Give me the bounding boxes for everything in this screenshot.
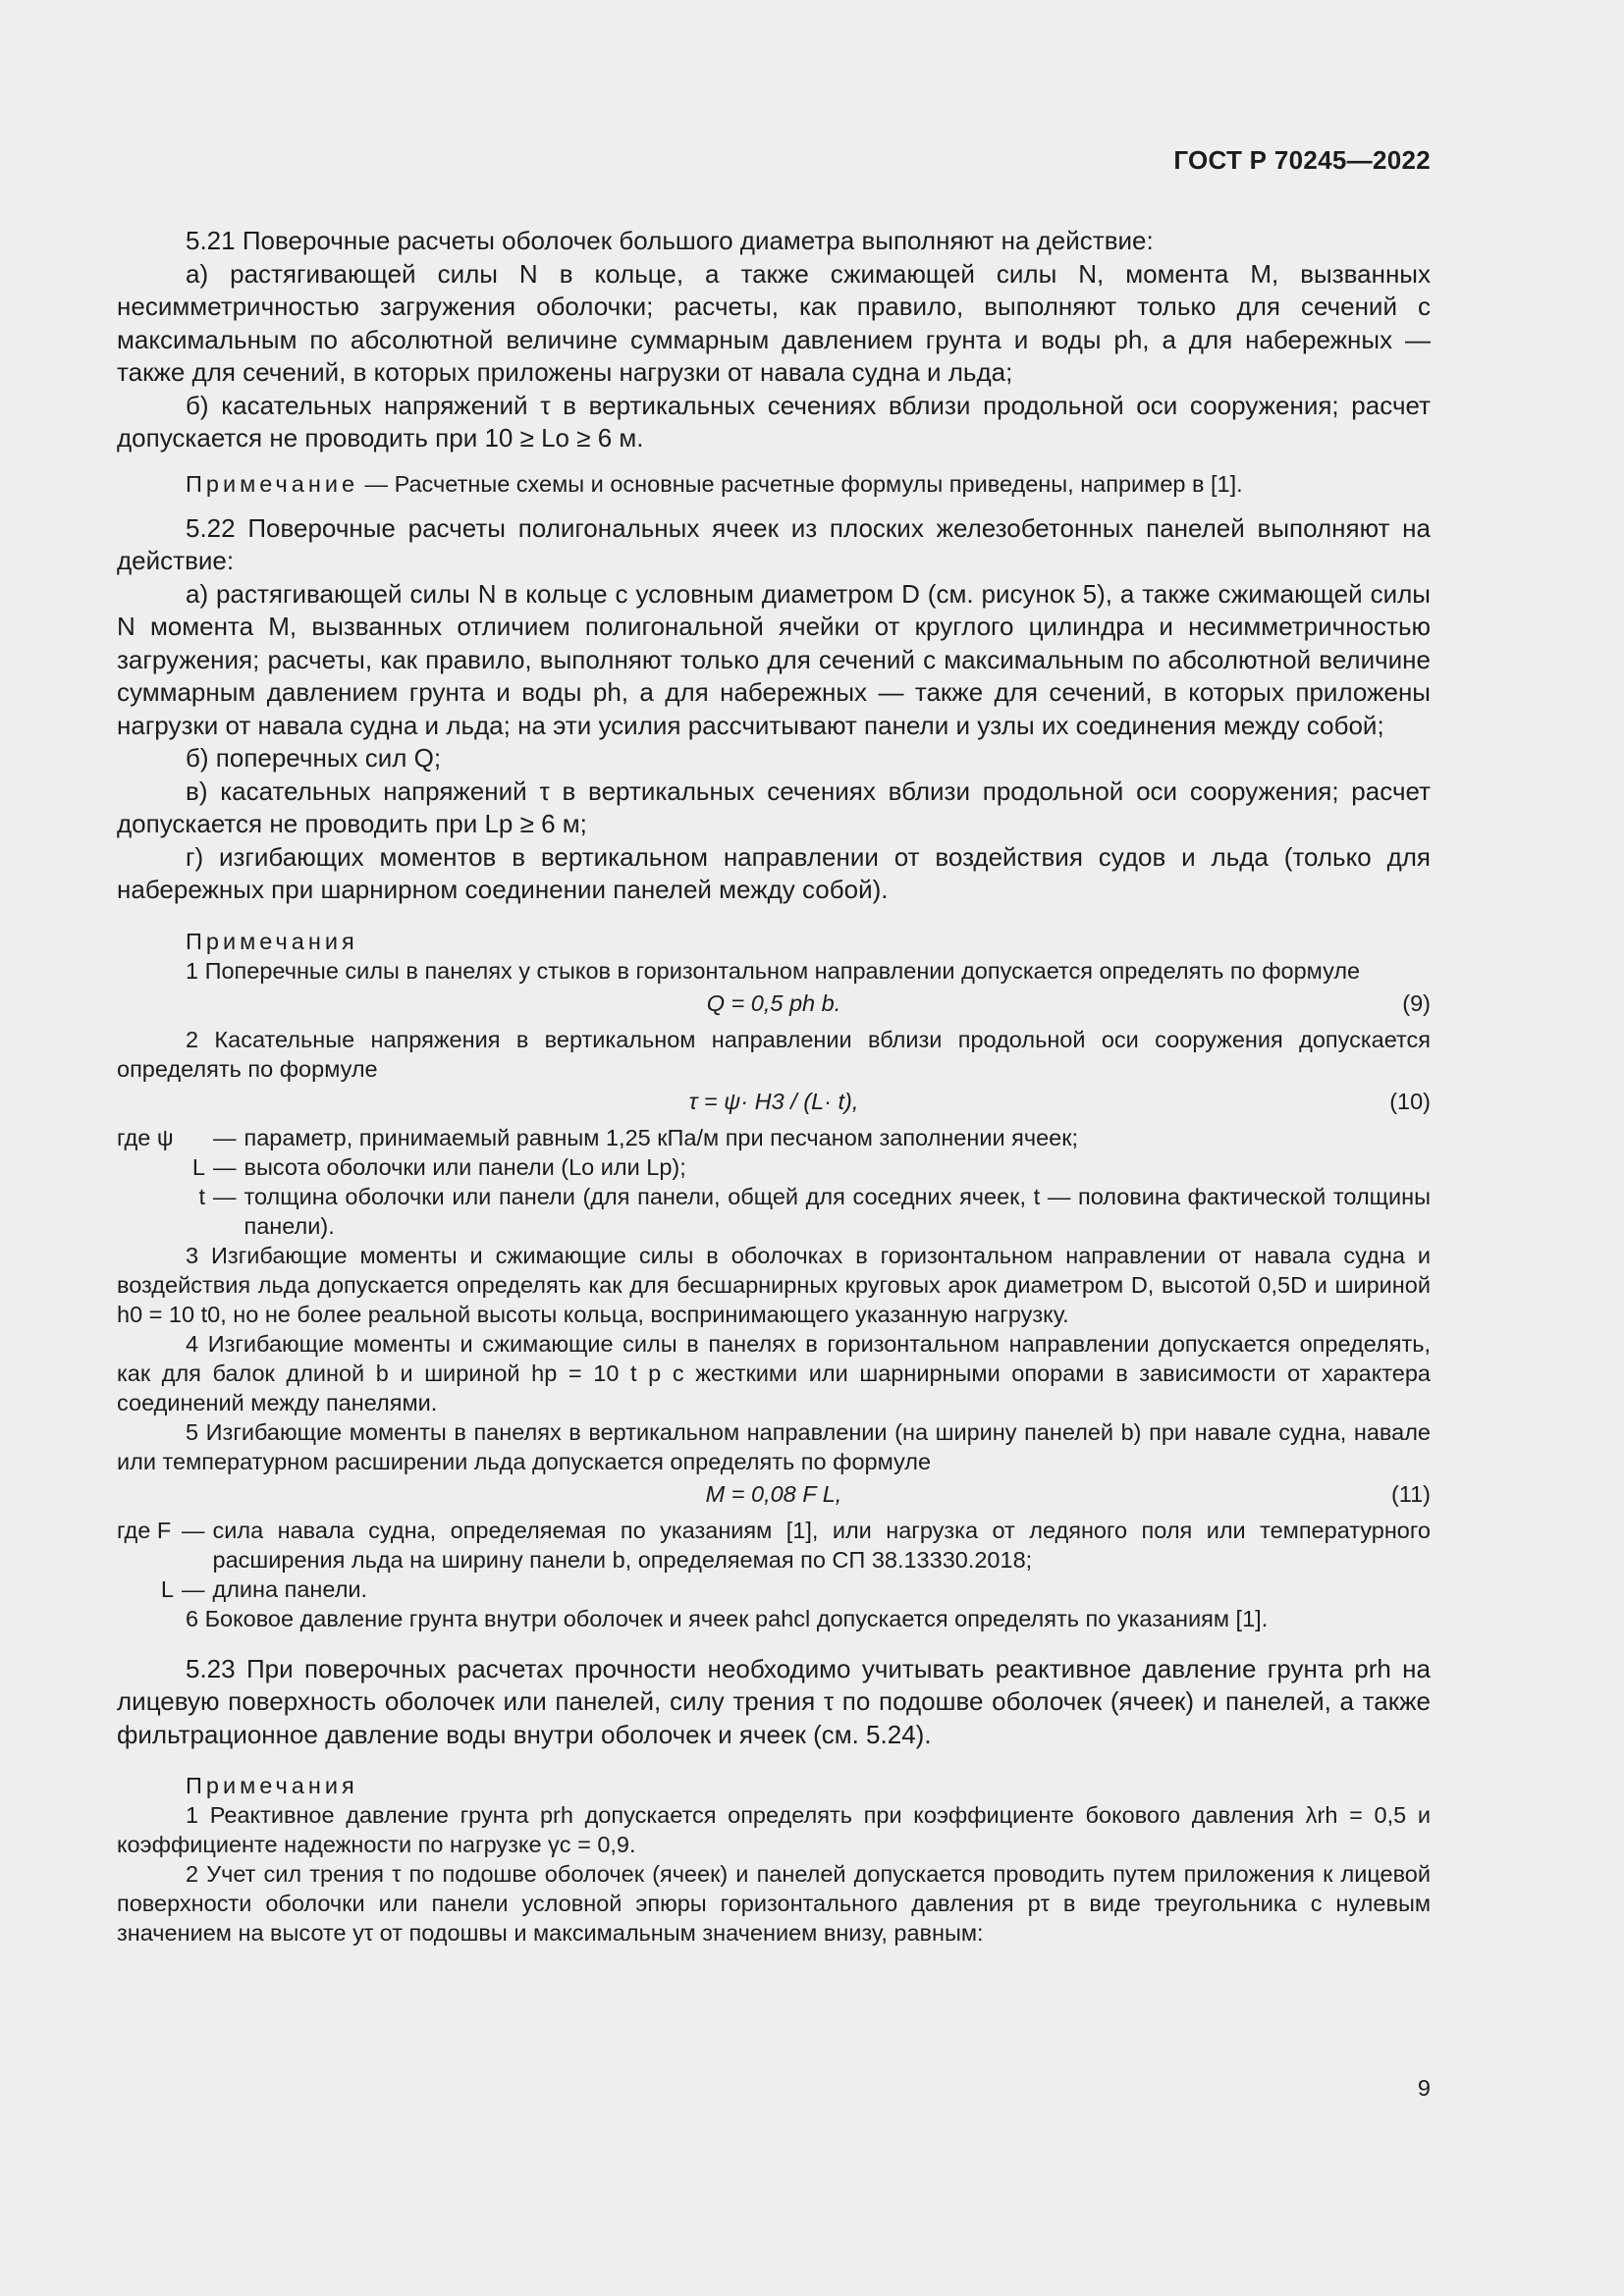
definition-dash: — bbox=[182, 1575, 205, 1602]
section-5-23-note-2: 2 Учет сил трения τ по подошве оболочек (ячеек) и панелей допускается проводить путем приложения к лицевой поверхности оболочки или панели условной эпюры горизонтального давления pτ в виде треугольника с нулевым значением на высоте yτ от подошвы и максимальным значением внизу, равным: bbox=[117, 1861, 1431, 1946]
section-5-21-item-a: а) растягивающей силы N в кольце, а также сжимающей силы N, момента M, вызванных несимметричностью загружения оболочки; расчеты, как правило, выполняют только для сечений с максимальным по абсолютной величине суммарным давлением грунта и воды ph, а для набережных — также для сечений, в которых приложены нагрузки от навала судна и льда; bbox=[117, 258, 1431, 387]
formula-9 bbox=[117, 988, 1431, 1019]
definition-symbol: L bbox=[160, 1575, 174, 1602]
formula-11 bbox=[117, 1478, 1431, 1510]
definition-text: сила навала судна, определяемая по указаниям [1], или нагрузка от ледяного поля или температурного расширения льда на ширину панели b, определяемая по СП 38.13330.2018; bbox=[212, 1517, 1431, 1573]
section-5-21-item-b: б) касательных напряжений τ в вертикальных сечениях вблизи продольной оси сооружения; расчет допускается не проводить при 10 ≥ Lo ≥ 6 м. bbox=[117, 390, 1431, 453]
formula-11-number: (11) bbox=[1390, 1480, 1431, 1507]
definition-symbol: где F bbox=[117, 1517, 172, 1543]
definition-text: параметр, принимаемый равным 1,25 кПа/м при песчаном заполнении ячеек; bbox=[244, 1124, 1079, 1150]
formula-11-expression: M = 0,08 F L, bbox=[705, 1480, 842, 1507]
note-2: 2 Касательные напряжения в вертикальном направлении вблизи продольной оси сооружения допускается определять по формуле bbox=[117, 1026, 1431, 1082]
formula-9-expression: Q = 0,5 ph b. bbox=[706, 989, 841, 1016]
section-5-21-note bbox=[117, 469, 1431, 499]
section-5-22-notes-title: Примечания bbox=[186, 928, 358, 954]
definition-dash: — bbox=[213, 1183, 237, 1209]
definition-dash: — bbox=[182, 1517, 205, 1543]
definition-psi bbox=[117, 1123, 1431, 1152]
definition-dash: — bbox=[213, 1153, 237, 1180]
formula-9-number: (9) bbox=[1402, 989, 1431, 1016]
formula-10 bbox=[117, 1086, 1431, 1117]
note-4: 4 Изгибающие моменты и сжимающие силы в панелях в горизонтальном направлении допускается определять, как для балок длиной b и шириной hp = 10 t p с жесткими или шарнирными опорами в зависимости от характера соединений между панелями. bbox=[117, 1330, 1431, 1415]
section-5-23-note-1: 1 Реактивное давление грунта prh допускается определять при коэффициенте бокового давления λrh = 0,5 и коэффициенте надежности по нагрузке γc = 0,9. bbox=[117, 1802, 1431, 1857]
definition-text: высота оболочки или панели (Lo или Lp); bbox=[244, 1153, 686, 1180]
definition-t bbox=[117, 1182, 1431, 1241]
section-5-22-item-c: в) касательных напряжений τ в вертикальных сечениях вблизи продольной оси сооружения; расчет допускается не проводить при Lp ≥ 6 м; bbox=[117, 775, 1431, 838]
section-5-22-item-d: г) изгибающих моментов в вертикальном направлении от воздействия судов и льда (только для набережных при шарнирном соединении панелей между собой). bbox=[117, 841, 1431, 904]
note-5: 5 Изгибающие моменты в панелях в вертикальном направлении (на ширину панелей b) при навале судна, навале или температурном расширении льда допускается определять по формуле bbox=[117, 1418, 1431, 1474]
section-5-21-intro: 5.21 Поверочные расчеты оболочек большого диаметра выполняют на действие: bbox=[186, 226, 1154, 255]
section-5-23-intro: 5.23 При поверочных расчетах прочности необходимо учитывать реактивное давление грунта prh на лицевую поверхность оболочек или панелей, силу трения τ по подошве оболочек (ячеек) и панелей, а также фильтрационное давление воды внутри оболочек и ячеек (см. 5.24). bbox=[117, 1653, 1431, 1749]
note-1: 1 Поперечные силы в панелях у стыков в горизонтальном направлении допускается определять по формуле bbox=[186, 957, 1361, 984]
section-5-22-item-a: а) растягивающей силы N в кольце с условным диаметром D (см. рисунок 5), а также сжимающей силы N момента M, вызванных отличием полигональной ячейки от круглого цилиндра и несимметричностью загружения; расчеты, как правило, выполняют только для сечений с максимальным по абсолютной величине суммарным давлением грунта и воды ph, а для набережных — также для сечений, в которых приложены нагрузки от навала судна и льда; на эти усилия рассчитывают панели и узлы их соединения между собой; bbox=[117, 578, 1431, 740]
definition-dash: — bbox=[213, 1124, 237, 1150]
document-id: ГОСТ Р 70245—2022 bbox=[1173, 145, 1431, 175]
definition-symbol: L bbox=[191, 1153, 205, 1180]
section-5-23-notes-title: Примечания bbox=[186, 1773, 358, 1798]
definition-text: толщина оболочки или панели (для панели, общей для соседних ячеек, t — половина фактической толщины панели). bbox=[244, 1183, 1431, 1239]
definition-L bbox=[117, 1152, 1431, 1182]
page-body bbox=[117, 225, 1431, 1948]
formula-10-number: (10) bbox=[1389, 1088, 1431, 1114]
definition-symbol: t bbox=[198, 1183, 205, 1209]
definition-text: длина панели. bbox=[212, 1575, 368, 1602]
definition-symbol: где ψ bbox=[117, 1124, 174, 1150]
note-text: — Расчетные схемы и основные расчетные формулы приведены, например в [1]. bbox=[358, 470, 1243, 497]
definition-L-length bbox=[117, 1575, 1431, 1604]
section-5-22-item-b: б) поперечных сил Q; bbox=[186, 743, 442, 773]
note-3: 3 Изгибающие моменты и сжимающие силы в оболочках в горизонтальном направлении от навала судна и воздействия льда допускается определять как для бесшарнирных круговых арок диаметром D, высотой 0,5D и шириной h0 = 10 t0, но не более реальной высоты кольца, воспринимающего указанную нагрузку. bbox=[117, 1242, 1431, 1327]
definition-F bbox=[117, 1516, 1431, 1575]
formula-10-expression: τ = ψ· H3 / (L· t), bbox=[688, 1088, 859, 1114]
section-5-22-intro: 5.22 Поверочные расчеты полигональных ячеек из плоских железобетонных панелей выполняют на действие: bbox=[117, 512, 1431, 575]
note-6: 6 Боковое давление грунта внутри оболочек и ячеек pahcl допускается определять по указаниям [1]. bbox=[186, 1605, 1269, 1631]
note-label: Примечание bbox=[186, 470, 359, 497]
page-number: 9 bbox=[1417, 2075, 1431, 2101]
